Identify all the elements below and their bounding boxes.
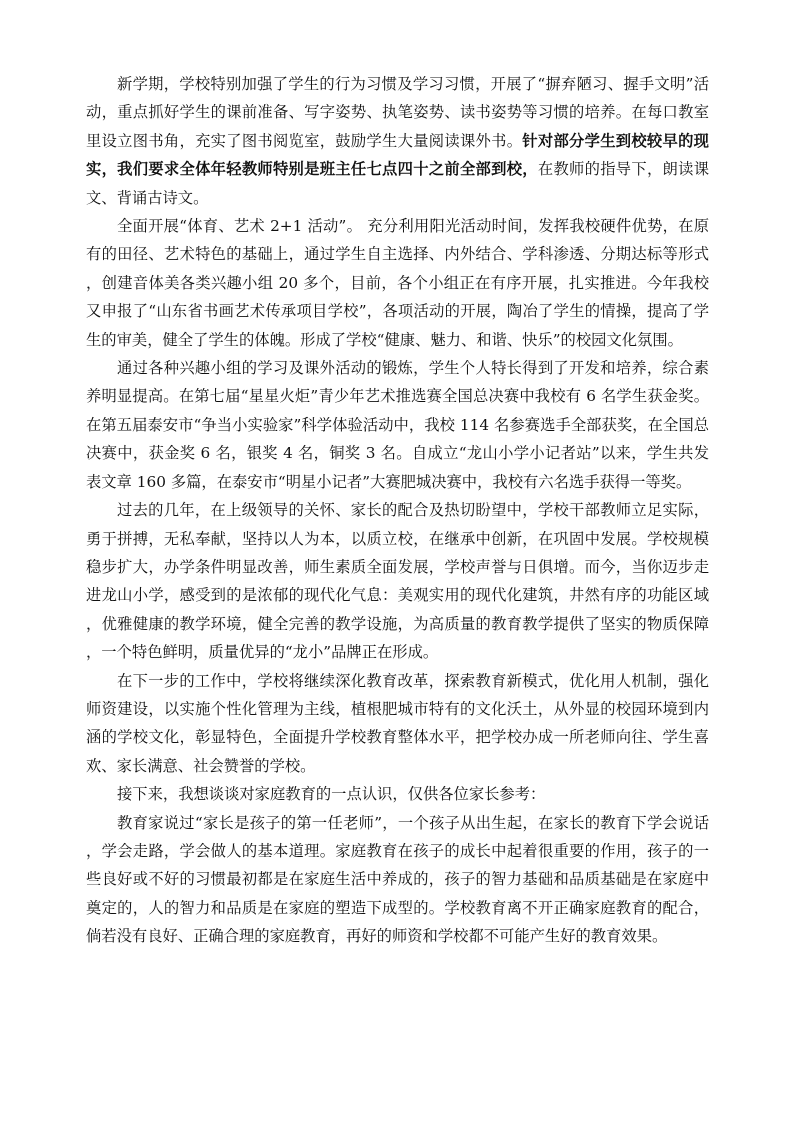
paragraph-interest-groups: 通过各种兴趣小组的学习及课外活动的锻炼，学生个人特长得到了开发和培养，综合素养明显提高。在第七届“星星火炬”青少年艺术推选赛全国总决赛中我校有 6 名学生获金奖。在第五届泰安市“争当小实验家”科学体验活动中，我校 114 名参赛选手全部获奖，在全国总决赛中，获金奖 6 名，银奖 4 名，铜奖 3 名。自成立“龙山小学小记者站”以来，学生共发表文章 160 多篇，在泰安市“明星小记者”大赛肥城决赛中，我校有六名选手获得一等奖。	[86, 359, 709, 491]
paragraph-family-intro: 接下来，我想谈谈对家庭教育的一点认识，仅供各位家长参考：	[117, 785, 546, 804]
paragraph-sports-arts: 全面开展“体育、艺术 2+1 活动”。 充分利用阳光活动时间，发挥我校硬件优势，在原有的田径、艺术特色的基础上，通过学生自主选择、内外结合、学科渗透、分期达标等形式，创建音体美各类兴趣小组 20 多个，目前，各个小组正在有序开展，扎实推进。今年我校又申报了“山东省书画艺术传承项目学校”，各项活动的开展，陶冶了学生的情操，提高了学生的审美，健全了学生的体魄。形成了学校“健康、魅力、和谐、快乐”的校园文化氛围。	[86, 217, 709, 349]
paragraph-1-text: 新学期，学校特别加强了学生的行为习惯及学习习惯，开展了“摒弃陋习、握手文明”活动，重点抓好学生的课前准备、写字姿势、执笔姿势、读书姿势等习惯的培养。在每口教室里设立图书角，充实了图书阅览室，鼓励学生大量阅读课外书。	[86, 75, 709, 150]
document-page	[86, 70, 709, 951]
paragraph-1-bold-text: 针对部分学生到校较早的现实，我们要求全体年轻教师特别是班主任七点四十之前全部到校，	[86, 131, 709, 179]
paragraph-next-steps: 在下一步的工作中，学校将继续深化教育改革，探索教育新模式，优化用人机制，强化师资建设，以实施个性化管理为主线，植根肥城市特有的文化沃土，从外显的校园环境到内涵的学校文化，彰显特色，全面提升学校教育整体水平，把学校办成一所老师向往、学生喜欢、家长满意、社会赞誉的学校。	[86, 671, 709, 775]
paragraph-past-years: 过去的几年，在上级领导的关怀、家长的配合及热切盼望中，学校干部教师立足实际，勇于拼搏，无私奉献，坚持以人为本，以质立校，在继承中创新，在巩固中发展。学校规模稳步扩大，办学条件明显改善，师生素质全面发展，学校声誉与日俱增。而今，当你迈步走进龙山小学，感受到的是浓郁的现代化气息：美观实用的现代化建筑，井然有序的功能区域，优雅健康的教学环境，健全完善的教学设施，为高质量的教育教学提供了坚实的物质保障，一个特色鲜明，质量优异的“龙小”品牌正在形成。	[86, 501, 709, 662]
paragraph-family-education: 教育家说过“家长是孩子的第一任老师”，一个孩子从出生起，在家长的教育下学会说话，学会走路，学会做人的基本道理。家庭教育在孩子的成长中起着很重要的作用，孩子的一些良好或不好的习惯最初都是在家庭生活中养成的，孩子的智力基础和品质基础是在家庭中奠定的，人的智力和品质是在家庭的塑造下成型的。学校教育离不开正确家庭教育的配合，倘若没有良好、正确合理的家庭教育，再好的师资和学校都不可能产生好的教育效果。	[86, 813, 709, 946]
paragraph-behavior-habits	[86, 70, 709, 212]
paragraph-1-text-end: 在教师的指导下，朗读课文、背诵古诗文。	[86, 160, 709, 207]
